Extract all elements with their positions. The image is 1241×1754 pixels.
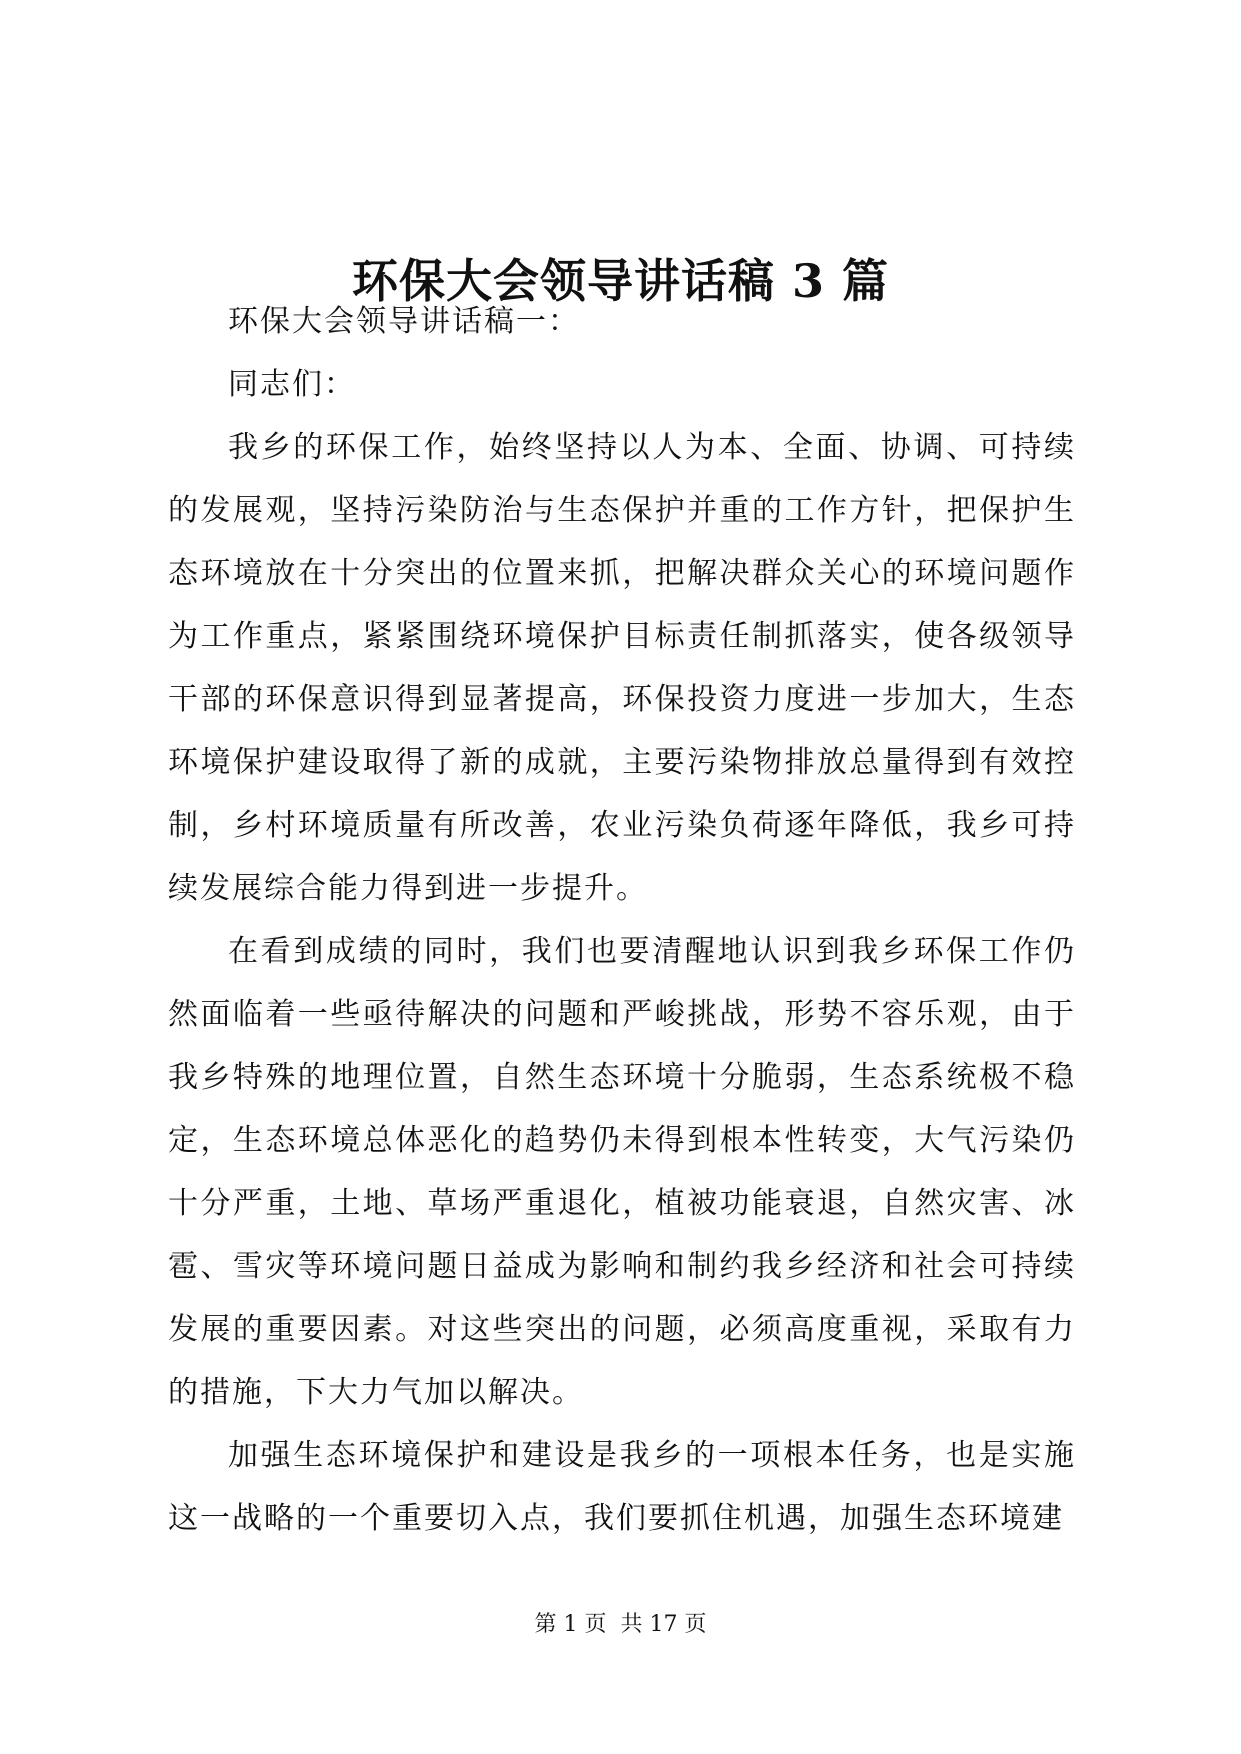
- page-number: 第 1 页 共 17 页: [534, 1612, 707, 1637]
- page-footer: [0, 1610, 1241, 1640]
- paragraph: 我乡的环保工作，始终坚持以人为本、全面、协调、可持续的发展观，坚持污染防治与生态保护并重的工作方针，把保护生态环境放在十分突出的位置来抓，把解决群众关心的环境问题作为工作重点，紧紧围绕环境保护目标责任制抓落实，使各级领导干部的环保意识得到显著提高，环保投资力度进一步加大，生态环境保护建设取得了新的成就，主要污染物排放总量得到有效控制，乡村环境质量有所改善，农业污染负荷逐年降低，我乡可持续发展综合能力得到进一步提升。: [168, 430, 1076, 906]
- document-body: [168, 290, 1076, 1550]
- paragraph: 在看到成绩的同时，我们也要清醒地认识到我乡环保工作仍然面临着一些亟待解决的问题和严峻挑战，形势不容乐观，由于我乡特殊的地理位置，自然生态环境十分脆弱，生态系统极不稳定，生态环境总体恶化的趋势仍未得到根本性转变，大气污染仍十分严重，土地、草场严重退化，植被功能衰退，自然灾害、冰雹、雪灾等环境问题日益成为影响和制约我乡经济和社会可持续发展的重要因素。对这些突出的问题，必须高度重视，采取有力的措施，下大力气加以解决。: [168, 934, 1076, 1410]
- paragraph: 加强生态环境保护和建设是我乡的一项根本任务，也是实施这一战略的一个重要切入点，我们要抓住机遇，加强生态环境建: [168, 1438, 1076, 1536]
- page-title: 环保大会领导讲话稿 3 篇: [351, 253, 890, 308]
- paragraph-salutation: 同志们：: [228, 367, 356, 402]
- paragraph-heading: 环保大会领导讲话稿一：: [228, 304, 580, 339]
